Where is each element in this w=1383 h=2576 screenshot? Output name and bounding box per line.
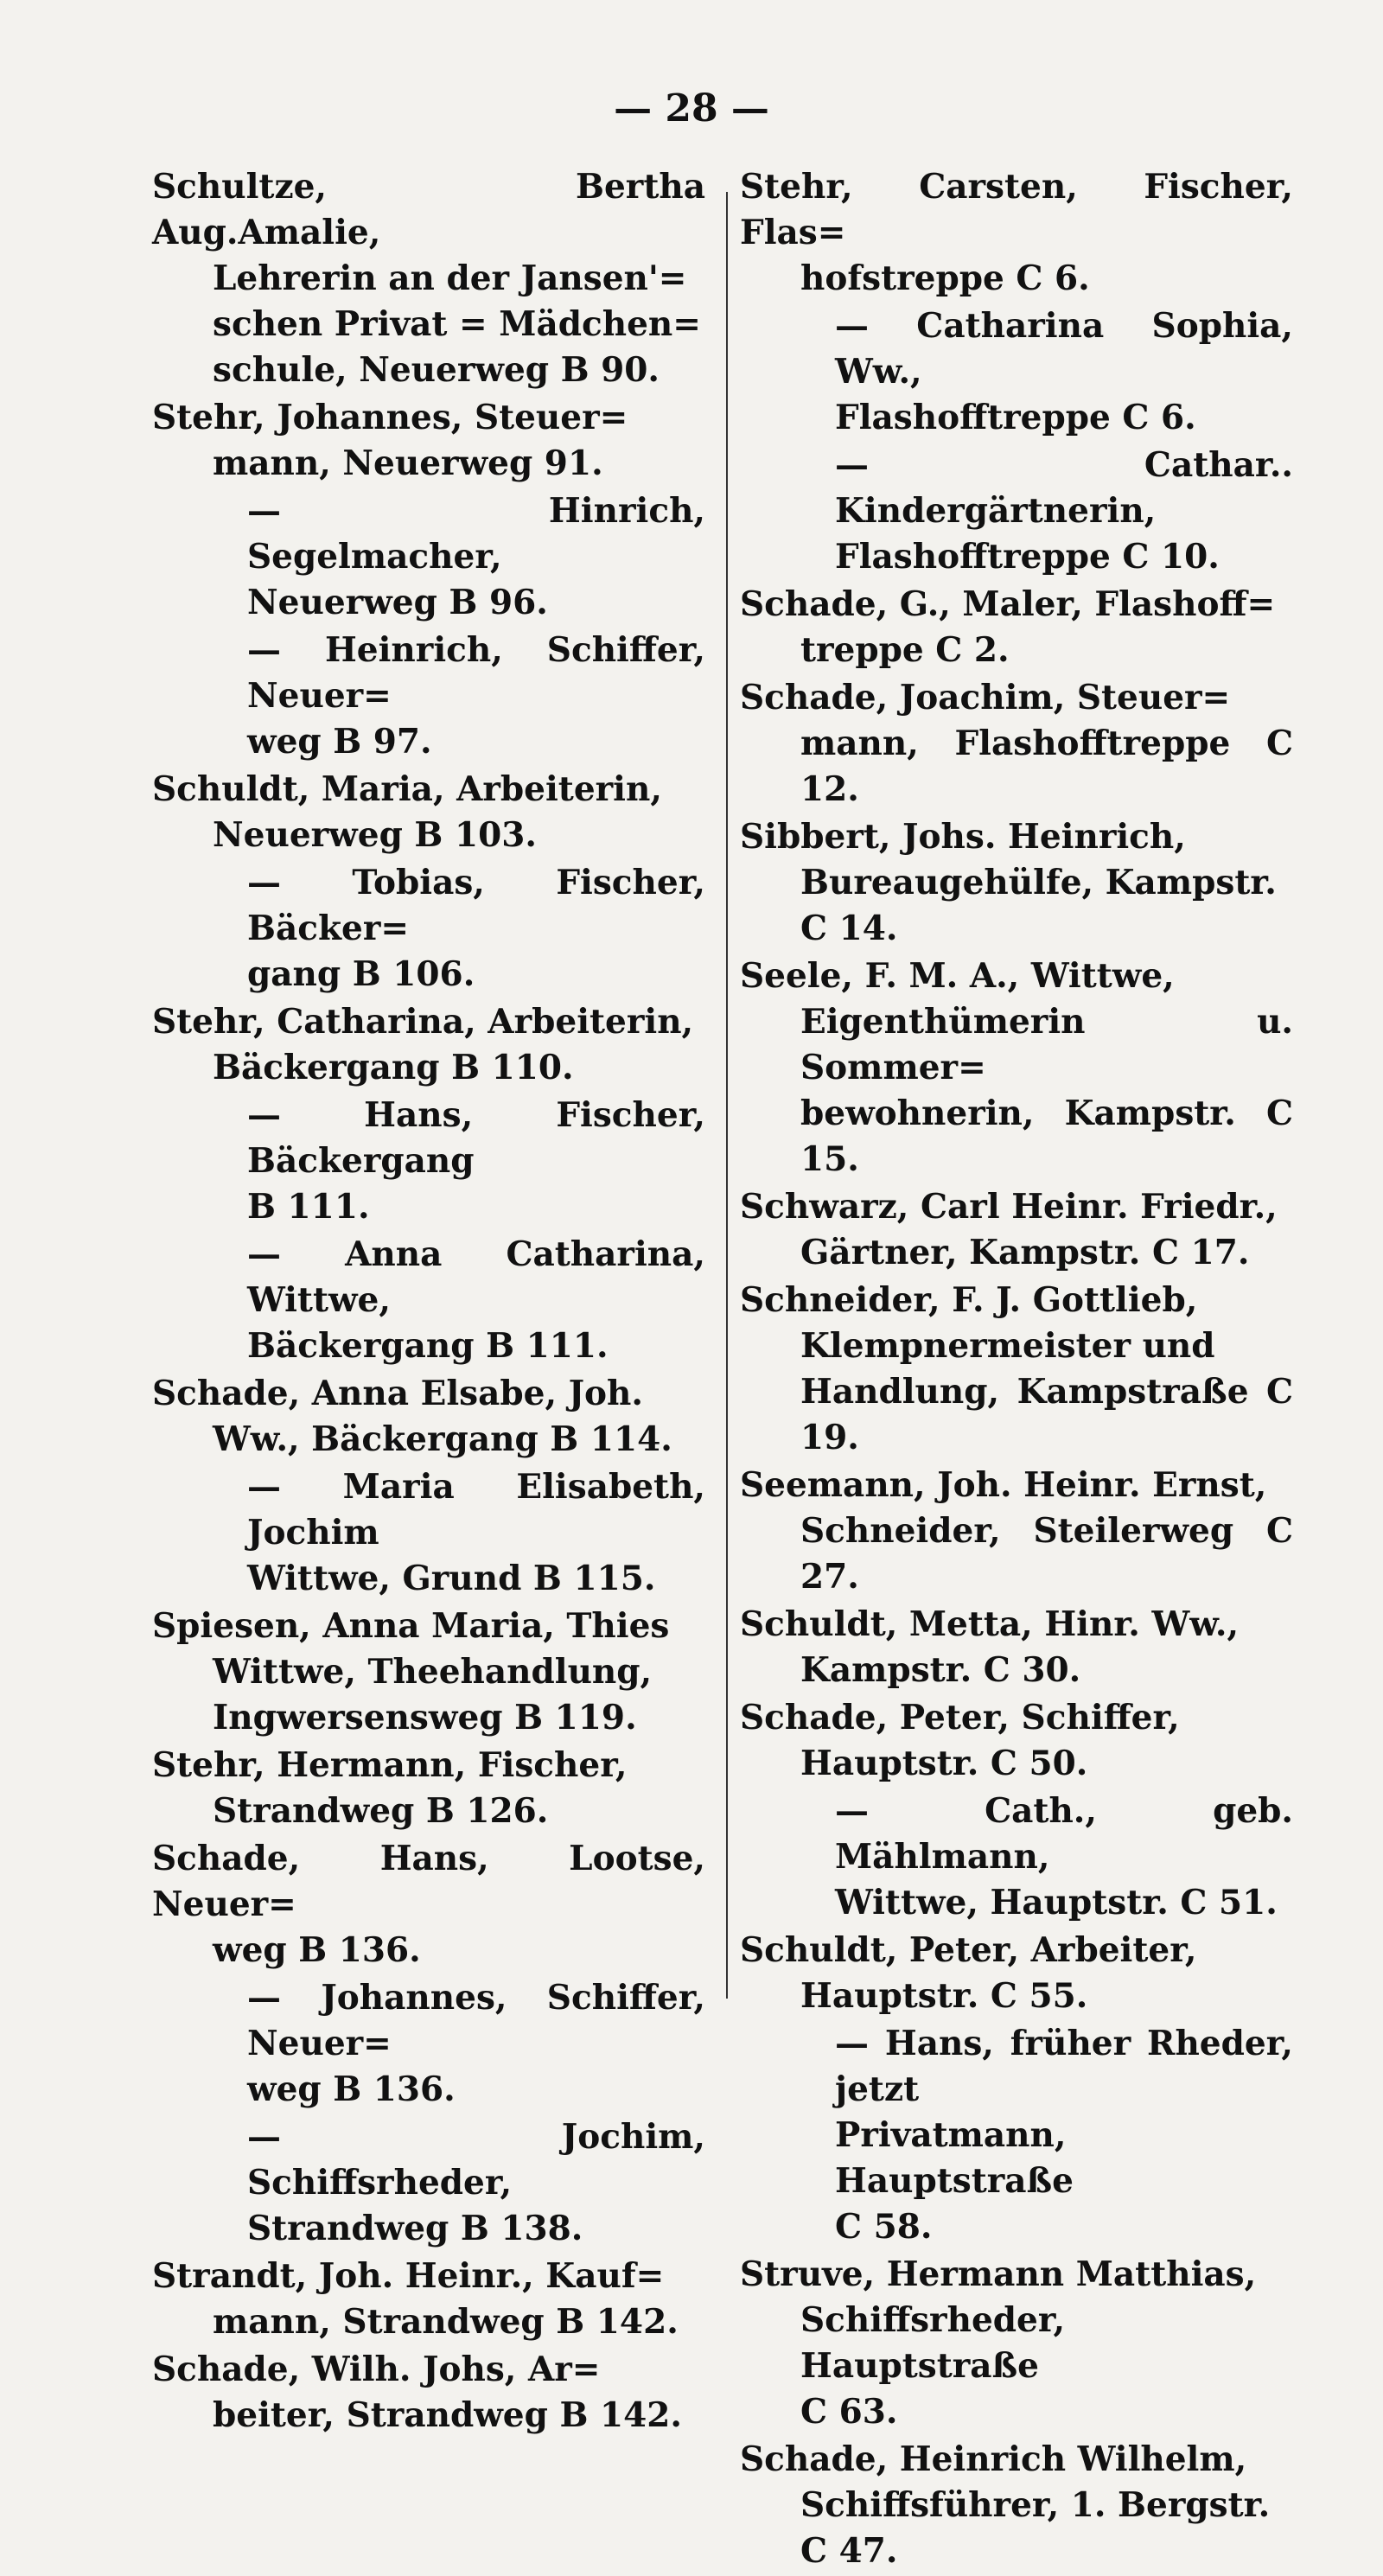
entry-line: Bäckergang B 111. (247, 1326, 609, 1366)
entry-line: Stehr, Hermann, Fischer, (152, 1745, 628, 1785)
left-column (152, 164, 705, 2440)
entry-line: C 63. (800, 2392, 898, 2432)
directory-entry (740, 1278, 1293, 1461)
directory-entry (152, 2114, 705, 2252)
directory-entry (740, 303, 1293, 441)
entry-line: — Hans, Fischer, Bäckergang (247, 1095, 705, 1181)
directory-entry (152, 860, 705, 998)
entry-line: Schade, Heinrich Wilhelm, (740, 2439, 1247, 2479)
directory-entry (152, 2347, 705, 2439)
entry-line: Ww., Bäckergang B 114. (213, 1419, 672, 1459)
entry-line: Flashofftreppe C 10. (835, 537, 1220, 577)
entry-line: Stehr, Johannes, Steuer= (152, 398, 628, 437)
entry-line: treppe C 2. (800, 630, 1010, 670)
entry-line: Seele, F. M. A., Wittwe, (740, 956, 1175, 996)
directory-entry (152, 488, 705, 626)
entry-line: weg B 136. (247, 2069, 456, 2109)
entry-line: — Maria Elisabeth, Jochim (247, 1467, 705, 1553)
entry-line: Wittwe, Grund B 115. (247, 1559, 656, 1598)
entry-line: hofstreppe C 6. (800, 258, 1090, 298)
entry-line: mann, Strandweg B 142. (213, 2302, 679, 2342)
directory-entry (152, 628, 705, 765)
entry-line: weg B 97. (247, 722, 432, 762)
entry-line: Schwarz, Carl Heinr. Friedr., (740, 1187, 1278, 1227)
entry-line: Schade, Peter, Schiffer, (740, 1698, 1180, 1738)
entry-line: Stehr, Carsten, Fischer, Flas= (740, 167, 1293, 252)
directory-entry (740, 1789, 1293, 1926)
directory-entry (152, 1975, 705, 2113)
entry-line: Gärtner, Kampstr. C 17. (800, 1233, 1250, 1272)
directory-entry (152, 1836, 705, 1973)
entry-line: Stehr, Catharina, Arbeiterin, (152, 1002, 694, 1042)
entry-line: — Heinrich, Schiffer, Neuer= (247, 630, 705, 716)
entry-line: Schuldt, Metta, Hinr. Ww., (740, 1604, 1240, 1644)
entry-line: Schiffsrheder, Hauptstraße (800, 2300, 1066, 2386)
entry-line: Kampstr. C 30. (800, 1650, 1081, 1690)
entry-line: Schade, Hans, Lootse, Neuer= (152, 1839, 705, 1924)
entry-line: Strandt, Joh. Heinr., Kauf= (152, 2256, 665, 2296)
entry-line: Schuldt, Peter, Arbeiter, (740, 1930, 1197, 1970)
directory-entry (152, 1371, 705, 1463)
entry-line: — Cathar.. Kindergärtnerin, (835, 445, 1293, 531)
entry-line: Schiffsführer, 1. Bergstr. (800, 2485, 1271, 2525)
entry-line: C 14. (800, 909, 898, 948)
directory-entry (152, 1464, 705, 1602)
entry-line: schule, Neuerweg B 90. (213, 350, 660, 390)
directory-entry (740, 1695, 1293, 1787)
directory-entry (740, 443, 1293, 580)
entry-line: Schade, Anna Elsabe, Joh. (152, 1374, 643, 1413)
entry-line: schen Privat = Mädchen= (213, 304, 701, 344)
entry-line: Seemann, Joh. Heinr. Ernst, (740, 1465, 1267, 1505)
directory-entry (152, 1093, 705, 1230)
entry-line: Struve, Hermann Matthias, (740, 2254, 1257, 2294)
entry-line: — Tobias, Fischer, Bäcker= (247, 863, 705, 948)
entry-line: Handlung, Kampstraße C 19. (800, 1372, 1293, 1457)
entry-line: gang B 106. (247, 954, 475, 994)
entry-line: Schuldt, Maria, Arbeiterin, (152, 769, 662, 809)
directory-entry (152, 999, 705, 1091)
entry-line: — Hans, früher Rheder, jetzt (835, 2024, 1293, 2109)
entry-line: Lehrerin an der Jansen'= (213, 258, 687, 298)
entry-line: C 47. (800, 2531, 898, 2571)
directory-entry (740, 164, 1293, 302)
directory-entry (740, 2021, 1293, 2250)
directory-entry (152, 2254, 705, 2345)
right-column (740, 164, 1293, 2576)
directory-entry (740, 1928, 1293, 2019)
entry-line: mann, Flashofftreppe C 12. (800, 724, 1293, 809)
directory-entry (740, 814, 1293, 952)
column-divider (726, 192, 728, 1999)
entry-line: Hauptstr. C 50. (800, 1744, 1088, 1783)
entry-line: mann, Neuerweg 91. (213, 443, 603, 483)
entry-line: — Hinrich, Segelmacher, (247, 491, 705, 577)
entry-line: — Jochim, Schiffsrheder, (247, 2117, 705, 2203)
entry-line: Neuerweg B 103. (213, 815, 537, 855)
entry-line: — Anna Catharina, Wittwe, (247, 1234, 705, 1320)
entry-line: Strandweg B 126. (213, 1791, 549, 1831)
entry-line: Schade, G., Maler, Flashoff= (740, 584, 1276, 624)
entry-line: Ingwersensweg B 119. (213, 1698, 637, 1738)
entry-line: Schultze, Bertha Aug.Amalie, (152, 167, 705, 252)
entry-line: Neuerweg B 96. (247, 583, 548, 622)
entry-line: beiter, Strandweg B 142. (213, 2395, 682, 2435)
directory-entry (152, 1743, 705, 1834)
entry-line: Klempnermeister und (800, 1326, 1215, 1366)
directory-entry (740, 582, 1293, 673)
entry-line: Schneider, F. J. Gottlieb, (740, 1280, 1198, 1320)
directory-entry (740, 675, 1293, 813)
entry-line: Bureaugehülfe, Kampstr. (800, 863, 1277, 902)
entry-line: Spiesen, Anna Maria, Thies (152, 1606, 670, 1646)
entry-line: Eigenthümerin u. Sommer= (800, 1002, 1293, 1087)
entry-line: Privatmann, Hauptstraße (835, 2115, 1074, 2201)
directory-entry (740, 1184, 1293, 1276)
entry-line: bewohnerin, Kampstr. C 15. (800, 1094, 1293, 1179)
entry-line: weg B 136. (213, 1930, 421, 1970)
directory-entry (740, 2437, 1293, 2574)
directory-entry (152, 767, 705, 858)
entry-line: Strandweg B 138. (247, 2209, 583, 2248)
entry-line: Sibbert, Johs. Heinrich, (740, 817, 1186, 857)
entry-line: Flashofftreppe C 6. (835, 398, 1196, 437)
entry-line: Bäckergang B 110. (213, 1048, 574, 1087)
directory-entry (152, 395, 705, 487)
entry-line: Schneider, Steilerweg C 27. (800, 1511, 1293, 1597)
page-number: — 28 — (614, 86, 769, 131)
entry-line: Wittwe, Theehandlung, (213, 1652, 653, 1692)
entry-line: B 111. (247, 1187, 370, 1227)
directory-entry (152, 1604, 705, 1741)
entry-line: Wittwe, Hauptstr. C 51. (835, 1883, 1278, 1922)
entry-line: — Johannes, Schiffer, Neuer= (247, 1978, 705, 2063)
entry-line: Schade, Wilh. Johs, Ar= (152, 2350, 601, 2389)
directory-entry (152, 1232, 705, 1369)
entry-line: Schade, Joachim, Steuer= (740, 678, 1231, 717)
entry-line: C 58. (835, 2207, 933, 2247)
entry-line: — Catharina Sophia, Ww., (835, 306, 1293, 392)
directory-entry (740, 1463, 1293, 1600)
entry-line: Hauptstr. C 55. (800, 1976, 1088, 2016)
entry-line: — Cath., geb. Mählmann, (835, 1791, 1293, 1877)
directory-entry (740, 2252, 1293, 2435)
directory-entry (152, 164, 705, 393)
directory-entry (740, 1602, 1293, 1693)
directory-entry (740, 953, 1293, 1183)
